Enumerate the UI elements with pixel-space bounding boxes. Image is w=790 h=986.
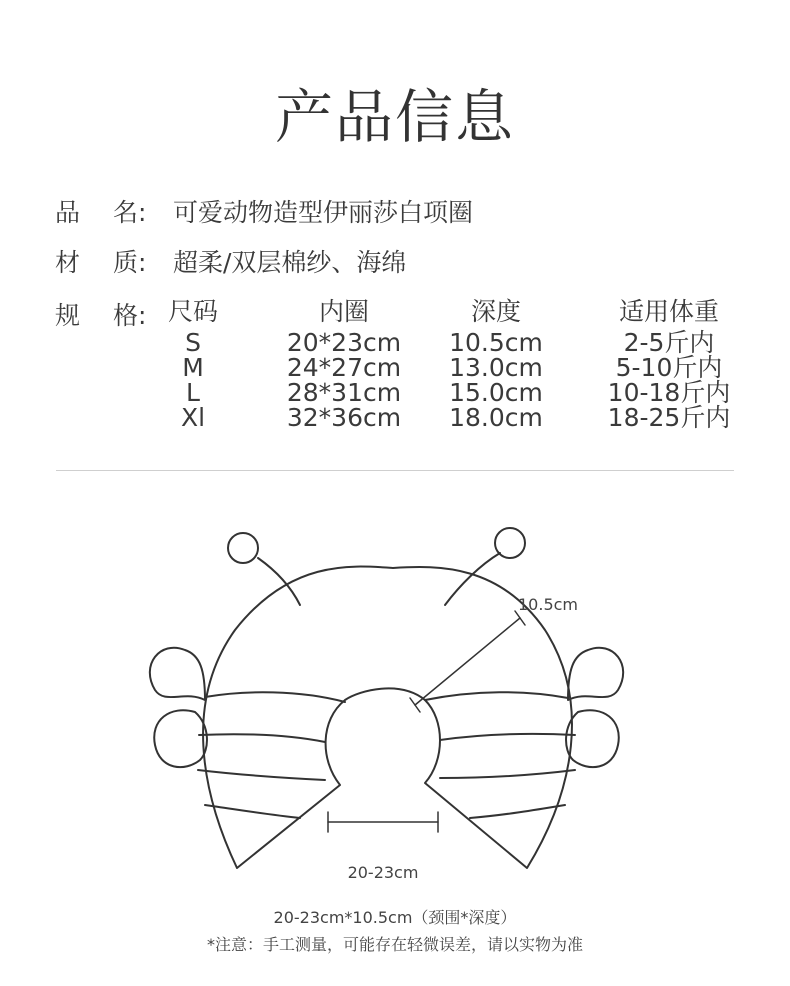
inner-cell: 32*36cm <box>286 403 402 432</box>
size-cell: M <box>182 353 204 382</box>
right-antenna-icon <box>445 553 500 605</box>
page-title: 产品信息 <box>274 83 515 151</box>
right-wing-icon <box>566 648 623 767</box>
inner-dimension-label: 20-23cm <box>347 863 419 882</box>
spec-label-2: 格: <box>113 301 147 330</box>
weight-cell: 10-18斤内 <box>607 378 731 407</box>
weight-header: 适用体重 <box>618 297 719 326</box>
size-cell: L <box>186 378 200 407</box>
stripe-right-4 <box>470 805 565 818</box>
left-wing-icon <box>150 648 207 767</box>
size-cell: S <box>185 328 201 357</box>
material-label-1: 材 <box>55 248 81 277</box>
depth-cell: 15.0cm <box>449 378 543 407</box>
stripe-left-2 <box>199 734 325 742</box>
inner-cell: 28*31cm <box>286 378 402 407</box>
product-name-value: 可爱动物造型伊丽莎白项圈 <box>173 198 474 227</box>
stripe-left-1 <box>205 692 345 702</box>
stripe-right-3 <box>440 770 575 778</box>
weight-cell: 18-25斤内 <box>607 403 731 432</box>
spec-label-1: 规 <box>55 301 81 330</box>
collar-outline <box>203 567 572 868</box>
stripe-right-1 <box>425 692 568 700</box>
depth-cell: 18.0cm <box>449 403 543 432</box>
disclaimer-note: *注意：手工测量，可能存在轻微误差，请以实物为准 <box>206 935 583 954</box>
weight-cell: 2-5斤内 <box>623 328 715 357</box>
left-antenna-ball-icon <box>228 533 258 563</box>
depth-dimension-label: 10.5cm <box>518 595 579 614</box>
right-antenna-ball-icon <box>495 528 525 558</box>
size-cell: Xl <box>180 403 206 432</box>
weight-cell: 5-10斤内 <box>615 353 723 382</box>
dimension-note: 20-23cm*10.5cm（颈围*深度） <box>273 908 517 927</box>
material-value: 超柔/双层棉纱、海绵 <box>173 248 407 277</box>
inner-cell: 20*23cm <box>286 328 402 357</box>
inner-cell: 24*27cm <box>286 353 402 382</box>
product-name-label-1: 品 <box>55 198 81 227</box>
depth-header: 深度 <box>470 297 521 326</box>
stripe-left-4 <box>205 805 300 818</box>
inner-header: 内圈 <box>318 297 369 326</box>
depth-cell: 13.0cm <box>449 353 543 382</box>
product-name-label-2: 名: <box>113 198 147 227</box>
stripe-left-3 <box>198 770 325 780</box>
stripe-right-2 <box>440 734 575 740</box>
material-label-2: 质: <box>113 248 147 277</box>
size-header: 尺码 <box>167 297 218 326</box>
depth-cell: 10.5cm <box>449 328 543 357</box>
